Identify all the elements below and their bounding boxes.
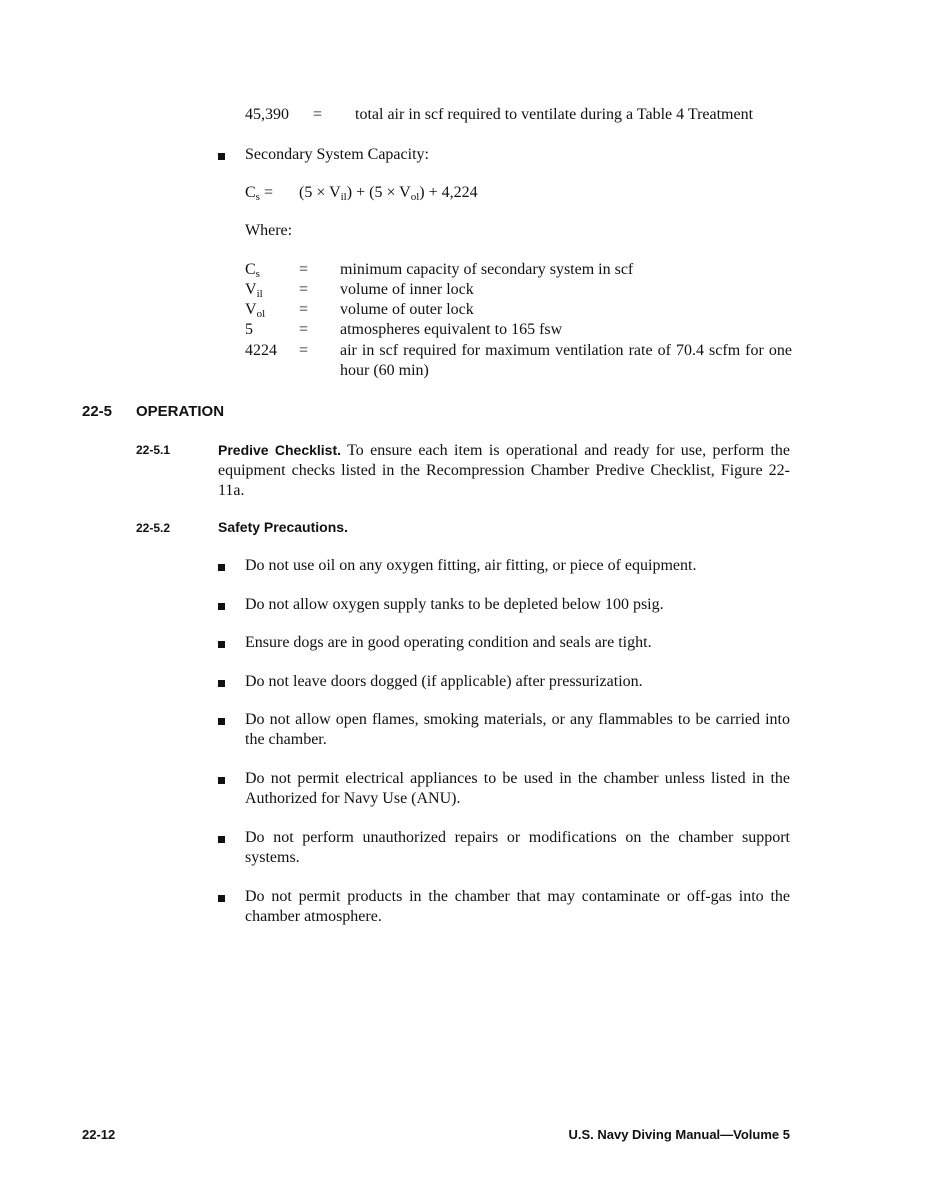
formula-equals: = <box>263 184 273 201</box>
secondary-capacity-heading: Secondary System Capacity: <box>245 146 429 163</box>
formula-term1-close: ) <box>346 184 353 201</box>
bullet-icon <box>218 895 225 902</box>
definition-desc: atmospheres equivalent to 165 fsw <box>340 321 563 338</box>
definition-symbol-sub: ol <box>256 308 266 320</box>
definition-symbol-base: V <box>245 281 257 298</box>
safety-precautions-title: Safety Precautions. <box>218 519 348 535</box>
where-label: Where: <box>245 222 293 239</box>
bullet-icon <box>218 680 225 687</box>
bullet-icon <box>218 836 225 843</box>
ventilation-total-desc: total air in scf required to ventilate during a Table 4 Treatment <box>355 106 754 123</box>
manual-title: U.S. Navy Diving Manual—Volume 5 <box>568 1127 790 1142</box>
formula-lhs <box>245 184 260 201</box>
ventilation-total-line <box>0 105 926 125</box>
definition-symbol-base: 4224 <box>245 342 277 359</box>
definition-symbol-base: 5 <box>245 321 253 338</box>
precaution-item: Do not use oil on any oxygen fitting, air fitting, or piece of equipment. <box>245 557 697 574</box>
definition-symbol <box>245 260 260 280</box>
ventilation-total-equals: = <box>313 106 323 123</box>
formula-term1-open: (5 × V <box>299 184 341 201</box>
definition-symbol <box>245 300 265 320</box>
definition-desc: minimum capacity of secondary system in scf <box>340 261 634 278</box>
predive-checklist-paragraph <box>218 440 790 501</box>
formula-lhs-base: C <box>245 184 256 201</box>
precaution-item: Do not allow open flames, smoking materials, or any flammables to be carried into the chamber. <box>245 711 790 748</box>
definition-symbol-sub: s <box>255 268 260 280</box>
definition-equals: = <box>299 321 309 338</box>
definition-equals: = <box>299 261 309 278</box>
bullet-icon <box>218 564 225 571</box>
definition-symbol <box>245 280 263 300</box>
section-title: OPERATION <box>136 403 225 420</box>
definition-row <box>0 280 926 300</box>
predive-checklist-title: Predive Checklist. <box>218 442 342 458</box>
precaution-item: Do not permit products in the chamber that may contaminate or off-gas into the chamber atmosphere. <box>245 888 790 925</box>
predive-checklist-text: To ensure each item is operational and ready for use, perform the equipment checks listed in the Recompression Chamber Predive Checklist, Figure 22-11a. <box>218 442 790 499</box>
definition-row <box>0 341 926 381</box>
formula-term2-close: ) <box>419 184 425 201</box>
formula-term1-sub: il <box>340 191 347 203</box>
formula-rhs <box>299 183 478 203</box>
definition-equals: = <box>299 301 309 318</box>
subsection-number: 22-5.1 <box>136 443 171 457</box>
precaution-item: Ensure dogs are in good operating condition and seals are tight. <box>245 634 652 651</box>
formula-lhs-sub: s <box>255 191 260 203</box>
definition-symbol-base: V <box>245 301 257 318</box>
section-number: 22-5 <box>82 403 113 420</box>
definition-row <box>0 320 926 340</box>
precaution-item: Do not allow oxygen supply tanks to be depleted below 100 psig. <box>245 596 664 613</box>
definition-row <box>0 300 926 320</box>
definition-symbol <box>245 341 277 361</box>
definition-symbol-base: C <box>245 261 256 278</box>
ventilation-total-value: 45,390 <box>245 106 289 123</box>
definition-desc: air in scf required for maximum ventilation rate of 70.4 scfm for one hour (60 min) <box>340 342 792 379</box>
bullet-icon <box>218 777 225 784</box>
definition-equals: = <box>299 281 309 298</box>
bullet-icon <box>218 153 225 160</box>
definition-symbol <box>245 320 253 340</box>
definition-symbol-sub: il <box>256 288 263 300</box>
secondary-capacity-formula <box>245 183 645 207</box>
definition-desc: volume of inner lock <box>340 281 474 298</box>
precaution-item: Do not permit electrical appliances to be used in the chamber unless listed in the Authorized for Navy Use (ANU). <box>245 770 790 807</box>
precaution-item: Do not perform unauthorized repairs or modifications on the chamber support systems. <box>245 829 790 866</box>
subsection-number: 22-5.2 <box>136 521 171 535</box>
bullet-icon <box>218 603 225 610</box>
definition-row <box>0 260 926 280</box>
bullet-icon <box>218 718 225 725</box>
definition-desc: volume of outer lock <box>340 301 474 318</box>
definition-equals: = <box>299 342 309 359</box>
formula-plus: + <box>352 184 370 201</box>
page-number: 22-12 <box>82 1127 116 1142</box>
formula-term2-sub: ol <box>410 191 420 203</box>
precaution-item: Do not leave doors dogged (if applicable) after pressurization. <box>245 673 643 690</box>
bullet-icon <box>218 641 225 648</box>
formula-constant: + 4,224 <box>424 184 478 201</box>
formula-term2-open: (5 × V <box>369 184 411 201</box>
